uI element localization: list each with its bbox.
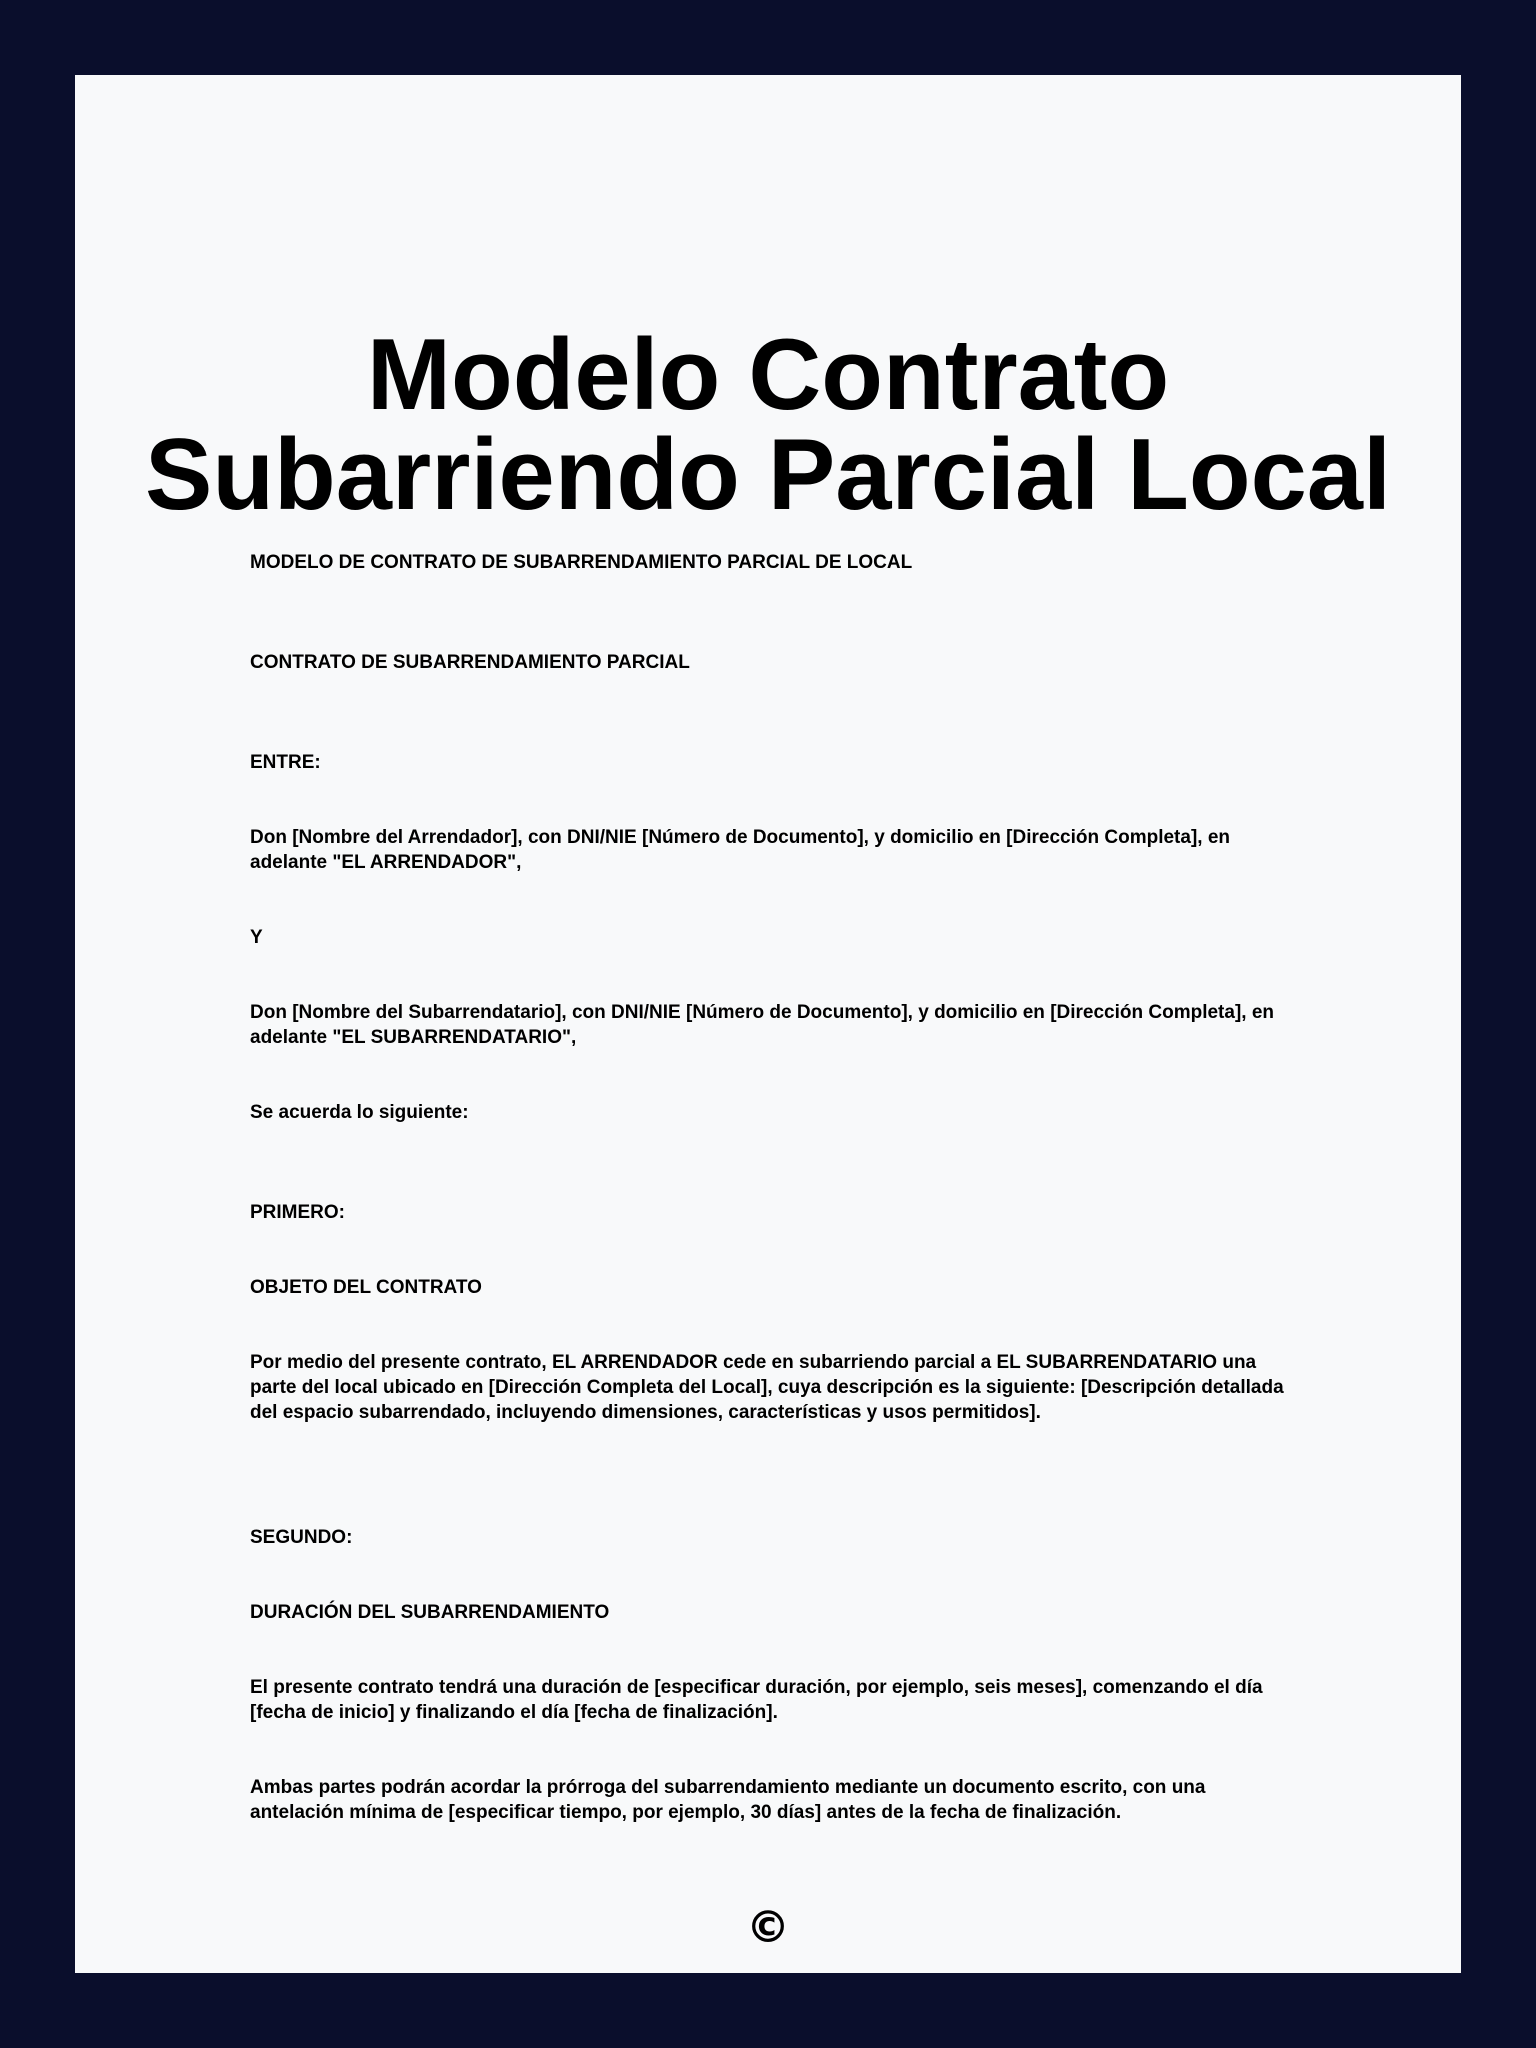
clause-second-text: El presente contrato tendrá una duración de [especificar duración, por ejemplo, seis meses], comenzando el día [fecha de inicio] y finalizando el día [fecha de finalización]. (250, 1677, 1263, 1723)
subtenant-paragraph: Don [Nombre del Subarrendatario], con DNI/NIE [Número de Documento], y domicilio en [Dirección Completa], en adelante "EL SUBARRENDATARIO", (250, 1002, 1275, 1048)
clause-second-extension: Ambas partes podrán acordar la prórroga del subarrendamiento mediante un documento escrito, con una antelación mínima de [especificar tiempo, por ejemplo, 30 días] antes de la fecha de finalización. (250, 1777, 1206, 1823)
doc-heading-model: MODELO DE CONTRATO DE SUBARRENDAMIENTO PARCIAL DE LOCAL (250, 552, 913, 573)
clause-first-label: PRIMERO: (250, 1202, 345, 1223)
agreement-intro: Se acuerda lo siguiente: (250, 1102, 469, 1123)
document-page (75, 75, 1461, 1973)
clause-second-label: SEGUNDO: (250, 1527, 353, 1548)
landlord-paragraph: Don [Nombre del Arrendador], con DNI/NIE [Número de Documento], y domicilio en [Dirección Completa], en adelante "EL ARRENDADOR", (250, 827, 1231, 873)
title-line-1: Modelo Contrato (366, 319, 1170, 431)
title-line-2: Subarriendo Parcial Local (144, 419, 1392, 531)
clause-second-title: DURACIÓN DEL SUBARRENDAMIENTO (250, 1602, 610, 1623)
conjunction-y: Y (250, 927, 263, 948)
copyright-icon: © (746, 1902, 790, 1953)
document-title (75, 319, 1461, 531)
clause-first-text: Por medio del presente contrato, EL ARRENDADOR cede en subarriendo parcial a EL SUBARRENDATARIO una parte del local ubicado en [Dirección Completa del Local], cuya descripción es la siguiente: [Descripción detallada del espacio subarrendado, incluyendo dimensiones, características y usos permitidos]. (250, 1352, 1284, 1423)
parties-label: ENTRE: (250, 752, 321, 773)
doc-heading-contract: CONTRATO DE SUBARRENDAMIENTO PARCIAL (250, 652, 690, 673)
clause-first-title: OBJETO DEL CONTRATO (250, 1277, 482, 1298)
